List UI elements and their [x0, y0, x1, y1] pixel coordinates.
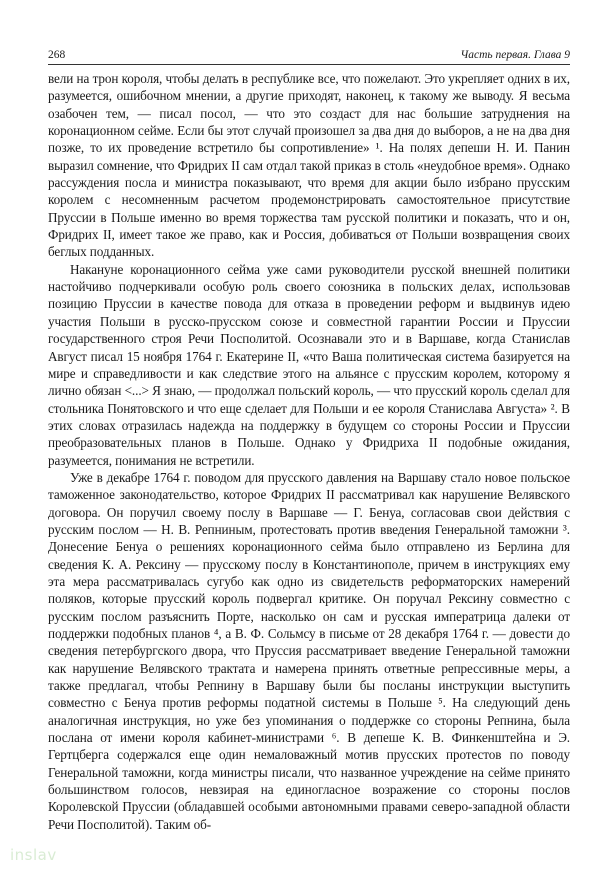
running-head — [48, 48, 570, 62]
watermark: inslav — [10, 846, 57, 864]
page-number: 268 — [48, 49, 66, 61]
chapter-title: Часть первая. Глава 9 — [460, 49, 570, 61]
paragraph-1: вели на трон короля, чтобы делать в республике все, что пожелают. Это укрепляет одних в их, разумеется, ошибочном мнении, а другие приходят, наконец, к такому же выводу. Я весьма озабочен тем, — писал посол, — что это создаст для нас большие затруднения на коронационном сейме. Если бы этот случай произошел за два дня до выборов, а не на два дня позже, то их проведение встретило бы сопротивление» ¹. На полях депеши Н. И. Панин выразил сомнение, что Фридрих II сам отдал такой приказ в столь «неудобное время». Однако рассуждения посла и министра показывают, что время для акции было избрано прусским королем с несомненным расчетом продемонстрировать самостоятельное присутствие Пруссии в Польше именно во время торжества там русской политики и показать, что и он, Фридрих II, имеет такое же право, как и Россия, добиваться от Польши возвращения своих беглых подданных. — [48, 71, 570, 260]
body-text — [48, 70, 570, 833]
paragraph-2: Накануне коронационного сейма уже сами руководители русской внешней политики настойчиво подчеркивали особую роль своего союзника в польских делах, использовав позицию Пруссии в качестве повода для отказа в проведении реформ и выдвинув идею участия Польши в русско-прусском союзе и совместной гарантии России и Пруссии государственного строя Речи Посполитой. Осознавали это и в Варшаве, когда Станислав Август писал 15 ноября 1764 г. Екатерине II, «что Ваша политическая система базируется на мире и справедливости и как следствие этого на альянсе с прусским королем, которому я лично обязан <...> Я знаю, — продолжал польский король, — что прусский король сделал для стольника Понятовского и что еще сделает для Польши и ее короля Станислава Августа» ². В этих словах отразилась надежда на поддержку в будущем со стороны России и Пруссии преобразовательных планов в Польше. Однако у Фридриха II подобные ожидания, разумеется, понимания не встретили. — [48, 261, 570, 468]
paragraph-3: Уже в декабре 1764 г. поводом для прусского давления на Варшаву стало новое польское таможенное законодательство, которое Фридрих II рассматривал как нарушение Велявского договора. Он поручил своему послу в Варшаве — Г. Бенуа, согласовав свои действия с русским послом — Н. В. Репниным, протестовать против введения Генеральной таможни ³. Донесение Бенуа о решениях коронационного сейма было отправлено из Берлина для сведения К. А. Рексину — прусскому послу в Константинополе, причем в инструкциях ему эта мера рассматривалась сугубо как одно из свидетельств реформаторских намерений поляков, которые прусский король подвергал критике. Он поручал Рексину совместно с русским послом разъяснить Порте, насколько он сам и русская императрица далеки от поддержки подобных планов ⁴, а В. Ф. Сольмсу в письме от 28 декабря 1764 г. — довести до сведения петербургского двора, что Пруссия рассматривает введение Генеральной таможни как нарушение Велявского трактата и намерена принять ответные репрессивные меры, а также предлагал, чтобы Репнину в Варшаву были бы посланы инструкции выступить совместно с Бенуа против реформы податной системы в Польше ⁵. На следующий день аналогичная инструкция, но уже без упоминания о поддержке со стороны Репнина, была послана от имени короля кабинет-министрами ⁶. В депеше К. В. Финкенштейна и Э. Гертцберга содержался еще один немаловажный мотив прусских протестов по поводу Генеральной таможни, когда министры писали, что названное учреждение на сейме принято большинством голосов, невзирая на единогласное возражение со стороны послов Королевской Пруссии (обладавшей особыми автономными правами северо-западной области Речи Посполитой). Таким об- — [48, 469, 570, 832]
header-rule — [48, 64, 570, 65]
